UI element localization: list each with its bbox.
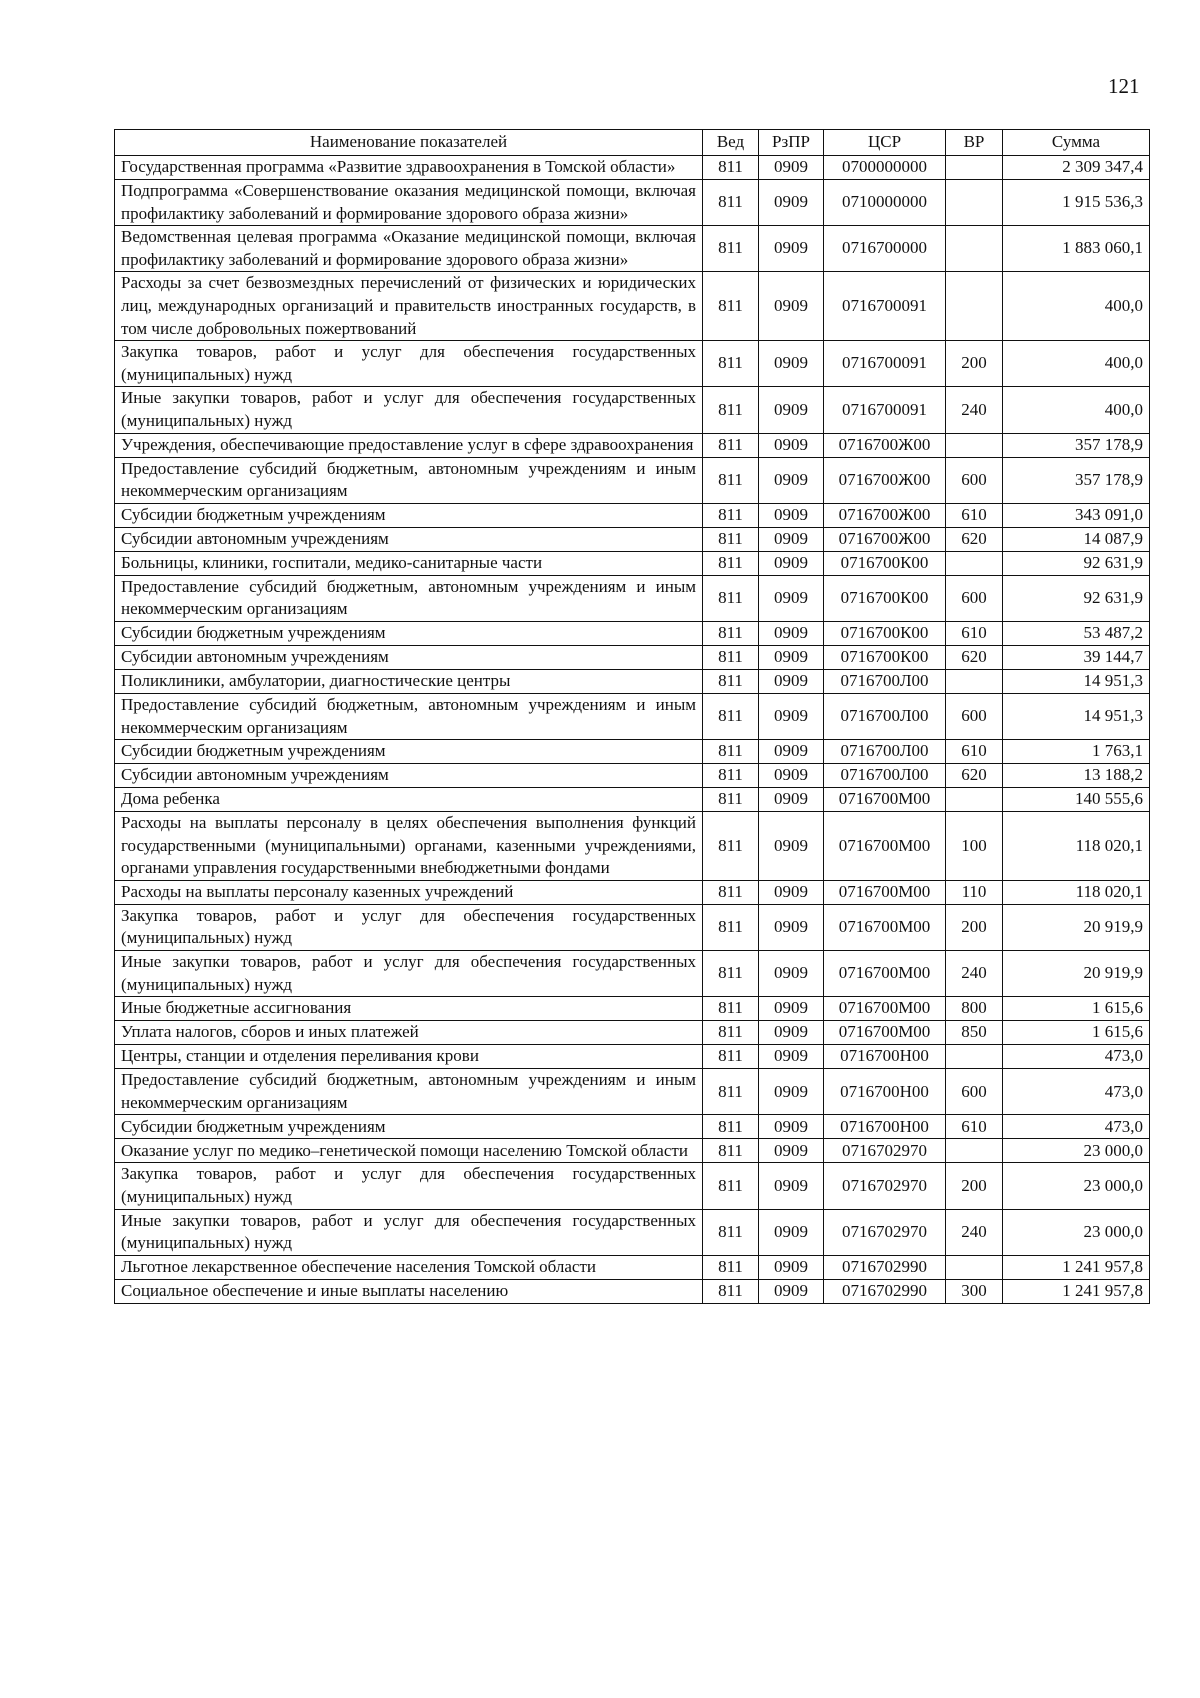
row-sum-cell: 357 178,9 [1003,433,1150,457]
row-ved-cell: 811 [703,997,759,1021]
row-ved-cell: 811 [703,527,759,551]
row-ved-cell: 811 [703,180,759,226]
row-vr-cell: 610 [946,621,1003,645]
row-name-cell: Государственная программа «Развитие здравоохранения в Томской области» [115,156,703,180]
table-row [115,621,1150,645]
column-header-ved: Вед [703,130,759,156]
row-csr-cell: 0716700091 [824,341,946,387]
row-sum-cell: 1 915 536,3 [1003,180,1150,226]
budget-table [114,129,1150,1304]
row-ved-cell: 811 [703,812,759,881]
row-sum-cell: 343 091,0 [1003,503,1150,527]
table-row [115,341,1150,387]
row-rzpr-cell: 0909 [759,1209,824,1255]
row-vr-cell [946,1139,1003,1163]
row-name-cell: Дома ребенка [115,788,703,812]
row-sum-cell: 2 309 347,4 [1003,156,1150,180]
table-row [115,1163,1150,1209]
row-sum-cell: 20 919,9 [1003,904,1150,950]
table-row [115,951,1150,997]
column-header-rzpr: РзПР [759,130,824,156]
table-row [115,387,1150,433]
row-rzpr-cell: 0909 [759,387,824,433]
row-name-cell: Субсидии бюджетным учреждениям [115,621,703,645]
page-number: 121 [1108,74,1140,98]
row-ved-cell: 811 [703,1045,759,1069]
row-csr-cell: 0716700М00 [824,1021,946,1045]
table-row [115,1139,1150,1163]
column-header-name: Наименование показателей [115,130,703,156]
row-vr-cell: 800 [946,997,1003,1021]
row-sum-cell: 1 615,6 [1003,997,1150,1021]
row-name-cell: Поликлиники, амбулатории, диагностические центры [115,669,703,693]
row-vr-cell: 200 [946,341,1003,387]
row-vr-cell: 240 [946,387,1003,433]
row-ved-cell: 811 [703,1279,759,1303]
table-row [115,527,1150,551]
row-rzpr-cell: 0909 [759,788,824,812]
row-rzpr-cell: 0909 [759,503,824,527]
row-ved-cell: 811 [703,503,759,527]
row-csr-cell: 0716700Ж00 [824,457,946,503]
row-ved-cell: 811 [703,226,759,272]
row-vr-cell: 620 [946,527,1003,551]
row-vr-cell: 200 [946,1163,1003,1209]
row-sum-cell: 14 087,9 [1003,527,1150,551]
row-sum-cell: 23 000,0 [1003,1209,1150,1255]
row-sum-cell: 473,0 [1003,1115,1150,1139]
row-rzpr-cell: 0909 [759,433,824,457]
row-name-cell: Расходы на выплаты персоналу в целях обеспечения выполнения функций государственными (муниципальными) органами, казенными учреждениями, органами управления государственными внебюджетными фондами [115,812,703,881]
row-rzpr-cell: 0909 [759,693,824,739]
row-name-cell: Закупка товаров, работ и услуг для обеспечения государственных (муниципальных) нужд [115,904,703,950]
column-header-sum: Сумма [1003,130,1150,156]
row-vr-cell: 600 [946,693,1003,739]
row-csr-cell: 0716702990 [824,1255,946,1279]
row-rzpr-cell: 0909 [759,880,824,904]
row-name-cell: Предоставление субсидий бюджетным, автономным учреждениям и иным некоммерческим организациям [115,457,703,503]
row-name-cell: Предоставление субсидий бюджетным, автономным учреждениям и иным некоммерческим организациям [115,693,703,739]
row-rzpr-cell: 0909 [759,341,824,387]
row-name-cell: Субсидии бюджетным учреждениям [115,740,703,764]
table-row [115,764,1150,788]
row-name-cell: Иные бюджетные ассигнования [115,997,703,1021]
row-ved-cell: 811 [703,1255,759,1279]
row-vr-cell [946,551,1003,575]
row-rzpr-cell: 0909 [759,156,824,180]
row-vr-cell [946,669,1003,693]
row-ved-cell: 811 [703,645,759,669]
table-row [115,457,1150,503]
row-name-cell: Расходы за счет безвозмездных перечислений от физических и юридических лиц, международных организаций и правительств иностранных государств, в том числе добровольных пожертвований [115,272,703,341]
table-header-row [115,130,1150,156]
row-name-cell: Расходы на выплаты персоналу казенных учреждений [115,880,703,904]
row-csr-cell: 0716702970 [824,1209,946,1255]
row-rzpr-cell: 0909 [759,1115,824,1139]
row-sum-cell: 400,0 [1003,387,1150,433]
row-rzpr-cell: 0909 [759,1069,824,1115]
row-sum-cell: 13 188,2 [1003,764,1150,788]
row-vr-cell: 610 [946,1115,1003,1139]
table-row [115,1021,1150,1045]
row-name-cell: Предоставление субсидий бюджетным, автономным учреждениям и иным некоммерческим организациям [115,575,703,621]
row-sum-cell: 140 555,6 [1003,788,1150,812]
row-rzpr-cell: 0909 [759,1139,824,1163]
row-csr-cell: 0716700Л00 [824,740,946,764]
row-sum-cell: 473,0 [1003,1069,1150,1115]
row-ved-cell: 811 [703,880,759,904]
row-ved-cell: 811 [703,341,759,387]
row-rzpr-cell: 0909 [759,1163,824,1209]
row-vr-cell [946,272,1003,341]
row-name-cell: Субсидии автономным учреждениям [115,764,703,788]
row-name-cell: Больницы, клиники, госпитали, медико-санитарные части [115,551,703,575]
row-ved-cell: 811 [703,1163,759,1209]
table-row [115,740,1150,764]
row-vr-cell: 240 [946,951,1003,997]
row-rzpr-cell: 0909 [759,551,824,575]
row-csr-cell: 0716700К00 [824,621,946,645]
row-csr-cell: 0716700М00 [824,788,946,812]
row-vr-cell: 110 [946,880,1003,904]
row-csr-cell: 0716700Ж00 [824,433,946,457]
column-header-vr: ВР [946,130,1003,156]
row-sum-cell: 357 178,9 [1003,457,1150,503]
row-vr-cell [946,788,1003,812]
table-row [115,226,1150,272]
row-sum-cell: 14 951,3 [1003,693,1150,739]
row-csr-cell: 0700000000 [824,156,946,180]
table-row [115,788,1150,812]
row-name-cell: Предоставление субсидий бюджетным, автономным учреждениям и иным некоммерческим организациям [115,1069,703,1115]
row-ved-cell: 811 [703,1115,759,1139]
table-row [115,812,1150,881]
row-sum-cell: 23 000,0 [1003,1139,1150,1163]
table-row [115,575,1150,621]
row-ved-cell: 811 [703,156,759,180]
row-ved-cell: 811 [703,575,759,621]
row-csr-cell: 0716700К00 [824,551,946,575]
row-csr-cell: 0716700Н00 [824,1069,946,1115]
row-ved-cell: 811 [703,788,759,812]
row-ved-cell: 811 [703,1139,759,1163]
row-ved-cell: 811 [703,272,759,341]
row-csr-cell: 0716700К00 [824,575,946,621]
row-csr-cell: 0716702990 [824,1279,946,1303]
table-row [115,880,1150,904]
row-rzpr-cell: 0909 [759,575,824,621]
row-name-cell: Иные закупки товаров, работ и услуг для обеспечения государственных (муниципальных) нужд [115,387,703,433]
row-csr-cell: 0716700Н00 [824,1045,946,1069]
table-row [115,551,1150,575]
row-vr-cell: 620 [946,645,1003,669]
table-row [115,1209,1150,1255]
row-csr-cell: 0716700Н00 [824,1115,946,1139]
table-row [115,272,1150,341]
row-vr-cell: 240 [946,1209,1003,1255]
row-name-cell: Иные закупки товаров, работ и услуг для обеспечения государственных (муниципальных) нужд [115,1209,703,1255]
row-name-cell: Центры, станции и отделения переливания крови [115,1045,703,1069]
table-row [115,693,1150,739]
row-ved-cell: 811 [703,551,759,575]
table-row [115,645,1150,669]
row-csr-cell: 0716700Л00 [824,669,946,693]
table-row [115,669,1150,693]
row-vr-cell [946,1255,1003,1279]
row-name-cell: Учреждения, обеспечивающие предоставление услуг в сфере здравоохранения [115,433,703,457]
row-csr-cell: 0716700М00 [824,880,946,904]
row-csr-cell: 0716700М00 [824,904,946,950]
table-row [115,180,1150,226]
row-rzpr-cell: 0909 [759,1255,824,1279]
row-vr-cell: 300 [946,1279,1003,1303]
row-ved-cell: 811 [703,433,759,457]
row-sum-cell: 23 000,0 [1003,1163,1150,1209]
row-vr-cell: 100 [946,812,1003,881]
table-row [115,997,1150,1021]
row-ved-cell: 811 [703,740,759,764]
row-vr-cell: 600 [946,1069,1003,1115]
row-csr-cell: 0716700Ж00 [824,503,946,527]
row-sum-cell: 39 144,7 [1003,645,1150,669]
row-name-cell: Субсидии бюджетным учреждениям [115,1115,703,1139]
row-name-cell: Иные закупки товаров, работ и услуг для обеспечения государственных (муниципальных) нужд [115,951,703,997]
row-vr-cell: 600 [946,457,1003,503]
row-csr-cell: 0716700М00 [824,997,946,1021]
row-ved-cell: 811 [703,621,759,645]
row-vr-cell: 600 [946,575,1003,621]
row-sum-cell: 400,0 [1003,272,1150,341]
row-sum-cell: 118 020,1 [1003,880,1150,904]
row-name-cell: Ведомственная целевая программа «Оказание медицинской помощи, включая профилактику заболеваний и формирование здорового образа жизни» [115,226,703,272]
row-vr-cell: 610 [946,503,1003,527]
row-sum-cell: 53 487,2 [1003,621,1150,645]
row-csr-cell: 0716700091 [824,387,946,433]
row-csr-cell: 0716700К00 [824,645,946,669]
row-ved-cell: 811 [703,1209,759,1255]
row-sum-cell: 14 951,3 [1003,669,1150,693]
row-name-cell: Уплата налогов, сборов и иных платежей [115,1021,703,1045]
table-row [115,1115,1150,1139]
row-ved-cell: 811 [703,951,759,997]
table-row [115,1255,1150,1279]
row-rzpr-cell: 0909 [759,621,824,645]
row-csr-cell: 0716700091 [824,272,946,341]
row-rzpr-cell: 0909 [759,272,824,341]
row-rzpr-cell: 0909 [759,997,824,1021]
row-sum-cell: 473,0 [1003,1045,1150,1069]
table-row [115,156,1150,180]
row-vr-cell [946,180,1003,226]
row-vr-cell: 850 [946,1021,1003,1045]
row-sum-cell: 400,0 [1003,341,1150,387]
row-vr-cell [946,226,1003,272]
row-sum-cell: 20 919,9 [1003,951,1150,997]
row-rzpr-cell: 0909 [759,1279,824,1303]
row-vr-cell: 200 [946,904,1003,950]
row-name-cell: Подпрограмма «Совершенствование оказания медицинской помощи, включая профилактику заболеваний и формирование здорового образа жизни» [115,180,703,226]
row-name-cell: Социальное обеспечение и иные выплаты населению [115,1279,703,1303]
row-rzpr-cell: 0909 [759,457,824,503]
row-ved-cell: 811 [703,764,759,788]
row-rzpr-cell: 0909 [759,1045,824,1069]
row-vr-cell: 610 [946,740,1003,764]
row-rzpr-cell: 0909 [759,764,824,788]
row-sum-cell: 92 631,9 [1003,575,1150,621]
row-csr-cell: 0716700Л00 [824,693,946,739]
table-row [115,503,1150,527]
row-ved-cell: 811 [703,387,759,433]
row-vr-cell: 620 [946,764,1003,788]
row-rzpr-cell: 0909 [759,669,824,693]
row-name-cell: Льготное лекарственное обеспечение населения Томской области [115,1255,703,1279]
row-rzpr-cell: 0909 [759,180,824,226]
row-ved-cell: 811 [703,1069,759,1115]
table-row [115,1069,1150,1115]
row-rzpr-cell: 0909 [759,527,824,551]
row-rzpr-cell: 0909 [759,1021,824,1045]
table-row [115,433,1150,457]
row-ved-cell: 811 [703,904,759,950]
row-name-cell: Субсидии бюджетным учреждениям [115,503,703,527]
row-rzpr-cell: 0909 [759,226,824,272]
column-header-csr: ЦСР [824,130,946,156]
row-name-cell: Закупка товаров, работ и услуг для обеспечения государственных (муниципальных) нужд [115,1163,703,1209]
table-row [115,1279,1150,1303]
row-ved-cell: 811 [703,693,759,739]
row-csr-cell: 0716700М00 [824,812,946,881]
row-ved-cell: 811 [703,457,759,503]
row-csr-cell: 0716700М00 [824,951,946,997]
row-rzpr-cell: 0909 [759,904,824,950]
row-sum-cell: 1 763,1 [1003,740,1150,764]
row-name-cell: Оказание услуг по медико–генетической помощи населению Томской области [115,1139,703,1163]
row-name-cell: Закупка товаров, работ и услуг для обеспечения государственных (муниципальных) нужд [115,341,703,387]
row-rzpr-cell: 0909 [759,645,824,669]
row-csr-cell: 0716700000 [824,226,946,272]
row-name-cell: Субсидии автономным учреждениям [115,645,703,669]
row-csr-cell: 0716700Ж00 [824,527,946,551]
row-csr-cell: 0716702970 [824,1139,946,1163]
row-sum-cell: 92 631,9 [1003,551,1150,575]
row-vr-cell [946,156,1003,180]
row-csr-cell: 0710000000 [824,180,946,226]
table-body [115,156,1150,1304]
row-rzpr-cell: 0909 [759,812,824,881]
row-vr-cell [946,1045,1003,1069]
row-ved-cell: 811 [703,1021,759,1045]
row-sum-cell: 1 241 957,8 [1003,1255,1150,1279]
table-row [115,1045,1150,1069]
row-sum-cell: 1 615,6 [1003,1021,1150,1045]
row-rzpr-cell: 0909 [759,740,824,764]
row-ved-cell: 811 [703,669,759,693]
row-sum-cell: 1 883 060,1 [1003,226,1150,272]
row-name-cell: Субсидии автономным учреждениям [115,527,703,551]
row-csr-cell: 0716700Л00 [824,764,946,788]
row-vr-cell [946,433,1003,457]
row-sum-cell: 118 020,1 [1003,812,1150,881]
table-row [115,904,1150,950]
row-sum-cell: 1 241 957,8 [1003,1279,1150,1303]
row-csr-cell: 0716702970 [824,1163,946,1209]
row-rzpr-cell: 0909 [759,951,824,997]
